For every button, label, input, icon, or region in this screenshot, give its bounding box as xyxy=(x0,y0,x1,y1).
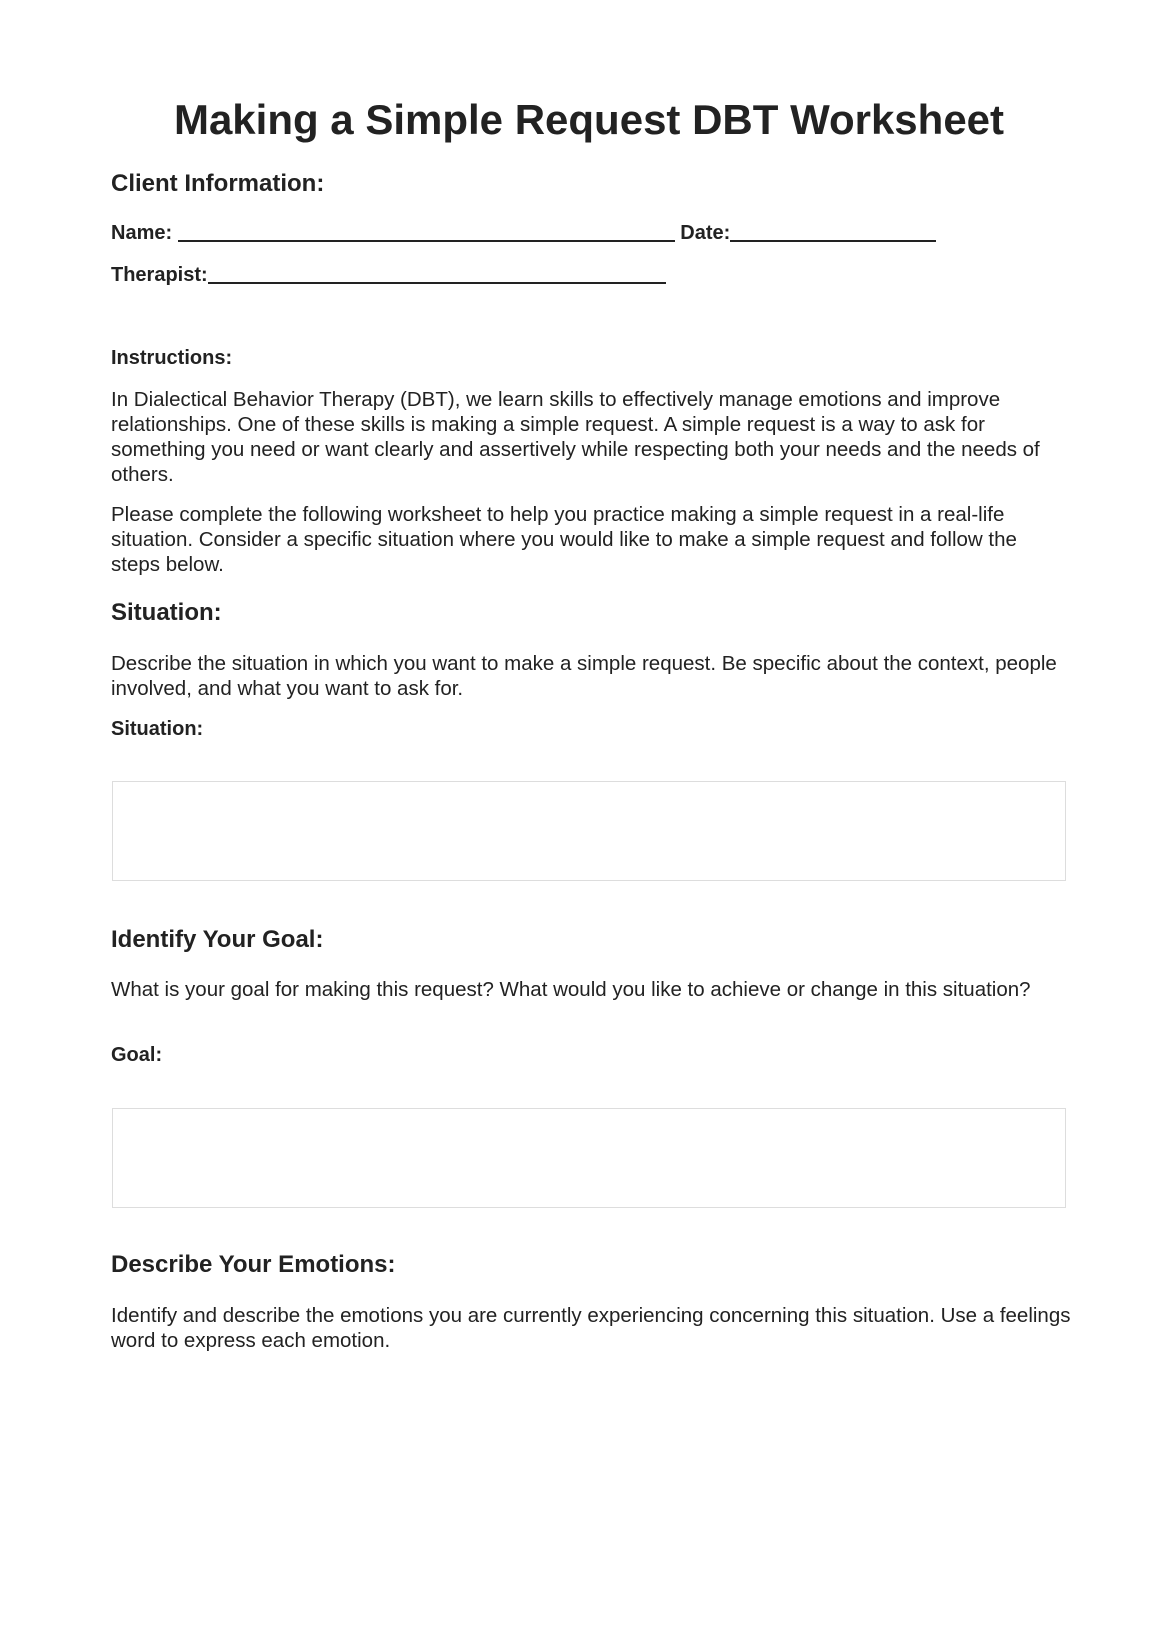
therapist-row xyxy=(111,262,666,288)
therapist-label: Therapist: xyxy=(111,264,208,286)
situation-heading: Situation: xyxy=(111,599,222,626)
name-field[interactable] xyxy=(178,220,675,242)
emotions-description: Identify and describe the emotions you are currently experiencing concerning this situation. Use a feelings word to express each emotion. xyxy=(111,1304,1071,1352)
goal-description: What is your goal for making this request? What would you like to achieve or change in this situation? xyxy=(111,978,1031,1001)
instructions-paragraph-2: Please complete the following worksheet to help you practice making a simple request in a real-life situation. Consider a specific situation where you would like to make a simple request and follow the steps below. xyxy=(111,503,1017,576)
goal-heading: Identify Your Goal: xyxy=(111,926,324,953)
client-information-heading: Client Information: xyxy=(111,170,325,197)
instructions-heading: Instructions: xyxy=(111,347,233,369)
therapist-field[interactable] xyxy=(208,262,666,284)
instructions-paragraph-1: In Dialectical Behavior Therapy (DBT), we learn skills to effectively manage emotions and improve relationships. One of these skills is making a simple request. A simple request is a way to ask for something you need or want clearly and assertively while respecting both your needs and the needs of others. xyxy=(111,388,1040,486)
name-label: Name: xyxy=(111,222,178,244)
page-title: Making a Simple Request DBT Worksheet xyxy=(173,96,1005,143)
situation-answer-box[interactable] xyxy=(112,781,1066,881)
emotions-heading: Describe Your Emotions: xyxy=(111,1251,396,1278)
goal-answer-box[interactable] xyxy=(112,1108,1066,1208)
date-field[interactable] xyxy=(730,220,936,242)
date-label: Date: xyxy=(680,222,731,244)
situation-description: Describe the situation in which you want to make a simple request. Be specific about the context, people involved, and what you want to ask for. xyxy=(111,652,1057,700)
name-date-row xyxy=(111,220,936,246)
goal-field-label: Goal: xyxy=(111,1044,163,1066)
situation-field-label: Situation: xyxy=(111,718,204,740)
